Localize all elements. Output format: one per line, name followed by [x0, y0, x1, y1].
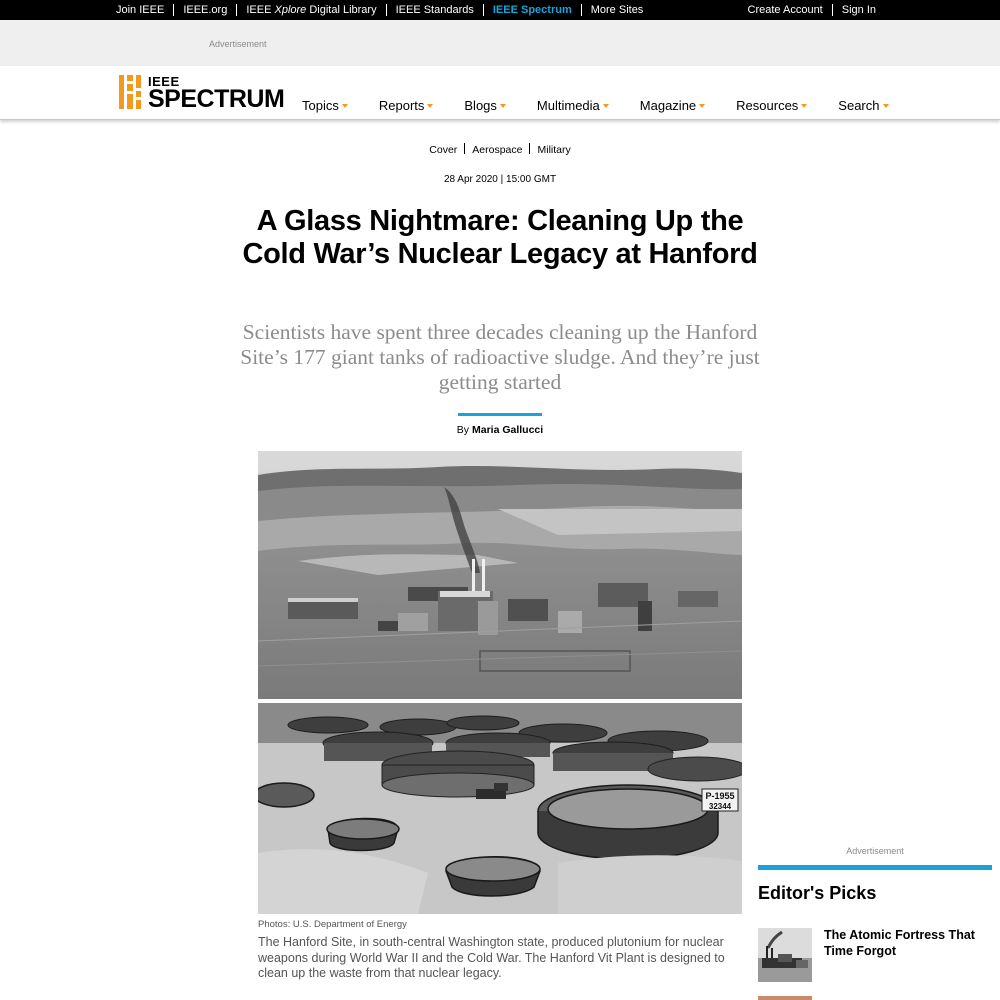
nav-magazine[interactable]	[640, 98, 705, 113]
ieee-spectrum-logo[interactable]	[119, 74, 289, 114]
category-aerospace-link[interactable]: Aerospace	[472, 144, 523, 156]
caret-down-icon	[699, 104, 705, 108]
site-header	[0, 66, 1000, 120]
photo-credit: Photos: U.S. Department of Energy	[258, 919, 407, 930]
divider	[236, 4, 237, 16]
nav-search[interactable]	[838, 98, 888, 113]
article-subtitle: Scientists have spent three decades cleaning up the Hanford Site’s 177 giant tanks of radioactive sludge. And they’re just getting started	[240, 320, 760, 394]
hanford-aerial-photo	[258, 451, 742, 699]
accent-rule	[458, 413, 542, 416]
create-account-link[interactable]: Create Account	[747, 4, 823, 16]
caret-down-icon	[500, 104, 506, 108]
nav-topics[interactable]	[302, 98, 348, 113]
tank-sign-number: 32344	[708, 802, 732, 811]
category-cover-link[interactable]: Cover	[429, 144, 458, 156]
hanford-tanks-photo	[258, 703, 742, 914]
advertisement-label: Advertisement	[209, 39, 267, 49]
divider	[832, 4, 833, 16]
join-ieee-link[interactable]: Join IEEE	[116, 4, 165, 16]
tank-sign-label: P-1955	[705, 791, 735, 801]
caret-down-icon	[883, 104, 889, 108]
nav-reports[interactable]	[379, 98, 434, 113]
utility-bar	[0, 0, 1000, 20]
ieee-spectrum-link[interactable]: IEEE Spectrum	[492, 4, 572, 16]
divider	[464, 143, 465, 154]
editors-pick-thumbnail[interactable]	[758, 928, 812, 982]
nav-magazine-label: Magazine	[639, 97, 697, 113]
author-link[interactable]: Maria Gallucci	[471, 424, 544, 436]
editors-pick-item[interactable]	[758, 928, 992, 983]
divider	[529, 143, 530, 154]
xplore-suffix: Digital Library	[309, 4, 377, 16]
editors-pick-title[interactable]: The Atomic Fortress That Time Forgot	[824, 928, 975, 958]
photo-caption: The Hanford Site, in south-central Washington state, produced plutonium for nuclear weapons during World War II and the Cold War. The Hanford Vit Plant is designed to clean up the waste from that nuclear legacy.	[258, 935, 725, 980]
xplore-italic: Xplore	[274, 4, 307, 16]
logo-ieee-text: IEEE	[148, 74, 180, 89]
editors-picks-heading: Editor's Picks	[758, 883, 877, 903]
category-military-link[interactable]: Military	[537, 144, 571, 156]
nav-blogs[interactable]	[464, 98, 506, 113]
editors-pick-thumbnail-next[interactable]	[758, 996, 812, 1000]
nav-search-label: Search	[838, 97, 880, 113]
nav-multimedia[interactable]	[537, 98, 609, 113]
more-sites-link[interactable]: More Sites	[590, 4, 644, 16]
xplore-prefix: IEEE	[246, 4, 272, 16]
caret-down-icon	[801, 104, 807, 108]
sign-in-link[interactable]: Sign In	[841, 4, 876, 16]
spectrum-logo-icon	[119, 75, 141, 109]
utility-links-right	[748, 0, 876, 20]
sidebar-advertisement-label: Advertisement	[846, 846, 904, 856]
nav-resources-label: Resources	[736, 97, 799, 113]
nav-resources[interactable]	[736, 98, 807, 113]
article-categories	[0, 143, 1000, 156]
divider	[483, 4, 484, 16]
divider	[386, 4, 387, 16]
divider	[173, 4, 174, 16]
utility-links-left	[116, 0, 643, 20]
caret-down-icon	[342, 104, 348, 108]
article-title: A Glass Nightmare: Cleaning Up the Cold War’s Nuclear Legacy at Hanford	[242, 205, 758, 270]
nav-reports-label: Reports	[378, 97, 425, 113]
ieee-org-link[interactable]: IEEE.org	[183, 4, 228, 16]
advertisement-banner[interactable]	[0, 20, 1000, 66]
caret-down-icon	[427, 104, 433, 108]
nav-topics-label: Topics	[302, 97, 339, 113]
logo-spectrum-text: SPECTRUM	[148, 85, 285, 113]
article-date: 28 Apr 2020 | 15:00 GMT	[443, 174, 557, 185]
nav-multimedia-label: Multimedia	[536, 97, 600, 113]
nav-blogs-label: Blogs	[464, 97, 497, 113]
ieee-xplore-link[interactable]	[246, 4, 376, 16]
divider	[581, 4, 582, 16]
ieee-standards-link[interactable]: IEEE Standards	[395, 4, 474, 16]
main-nav	[302, 96, 889, 114]
sidebar-accent-rule	[758, 865, 992, 870]
caret-down-icon	[603, 104, 609, 108]
byline-prefix: By	[456, 424, 470, 436]
article-byline	[0, 424, 1000, 436]
